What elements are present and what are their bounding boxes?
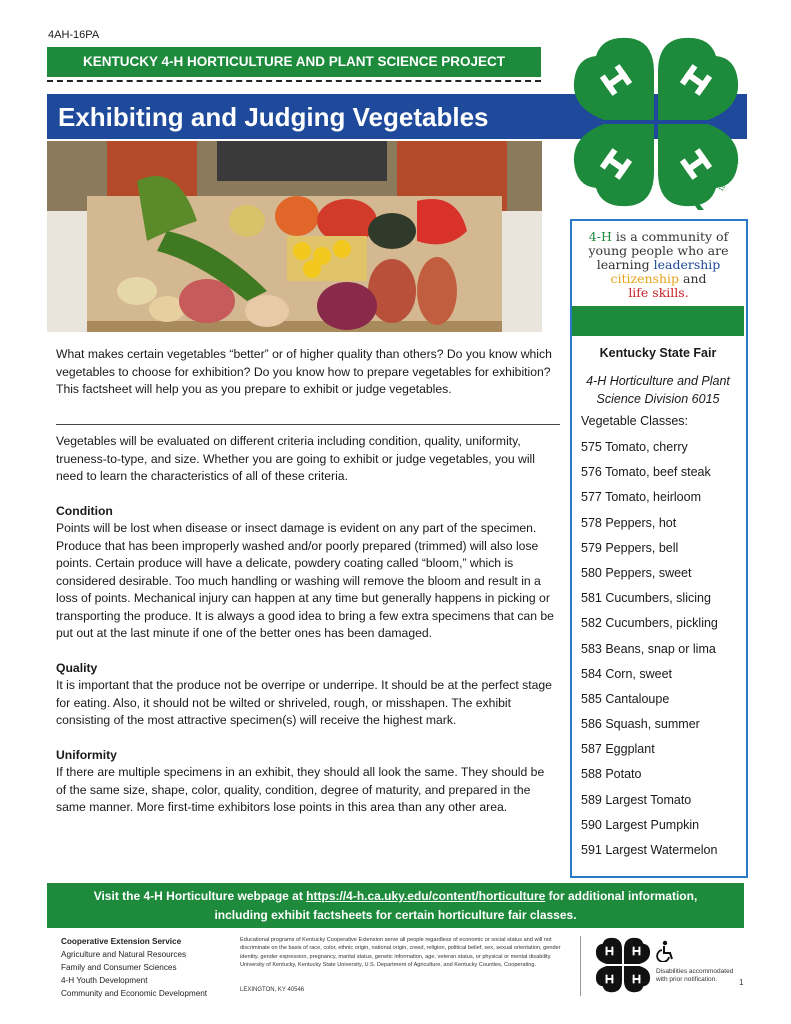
- tagline-4h: 4-H: [588, 229, 612, 244]
- project-banner: KENTUCKY 4-H HORTICULTURE AND PLANT SCIENCE PROJECT: [47, 47, 541, 77]
- vegetable-class-list: [581, 440, 718, 868]
- criteria-section: [56, 433, 556, 817]
- classes-label: Vegetable Classes:: [581, 414, 689, 428]
- logo-tag: 18 USC 707: [717, 158, 742, 193]
- uniformity-heading: Uniformity: [56, 747, 117, 762]
- list-item: 578 Peppers, hot: [581, 515, 677, 530]
- list-item: 589 Largest Tomato: [581, 792, 692, 807]
- criteria-paragraph: Vegetables will be evaluated on different criteria including condition, quality, uniformity, trueness-to-type, and size. Whether you are going to exhibit or judge vegetables, you will need to learn the characteristics of all of these criteria.: [56, 434, 535, 483]
- horticulture-link[interactable]: https://4-h.ca.uky.edu/content/horticulture: [306, 889, 546, 903]
- tagline-community: is a community of young people who are learning: [588, 229, 729, 272]
- dashed-divider: [47, 80, 541, 82]
- list-item: 580 Peppers, sweet: [581, 565, 692, 580]
- list-item: 584 Corn, sweet: [581, 666, 673, 681]
- 4h-clover-small-icon: [594, 936, 652, 994]
- coop-line: 4-H Youth Development: [61, 976, 148, 985]
- list-item: 581 Cucumbers, slicing: [581, 591, 711, 606]
- extension-programs: [61, 935, 207, 1000]
- 4h-tagline: [586, 230, 731, 300]
- condition-paragraph: Points will be lost when disease or insect damage is evident on any part of the specimen. Produce that has been improperly washed and/or poorly prepared (trimmed) will also lose points. Certain produce will have a delicate, powdery coating called “bloom,” which is considered desirable. Too much handling or washing will remove the bloom and result in a loss of points. Mechanical injury can happen at any time but generally happens in picking or transporting the produce. It is always a good idea to bring a few extra specimens that can be put out at the last minute if one of the better ones has been damaged.: [56, 521, 554, 640]
- list-item: 582 Cucumbers, pickling: [581, 616, 718, 631]
- page-title: Exhibiting and Judging Vegetables: [58, 102, 489, 132]
- legal-statement: Educational programs of Kentucky Cooperative Extension serve all people regardless of economic or social status and will not discriminate on the basis of race, color, ethnic origin, national origin, creed, religion, political belief, sex, sexual orientation, gender identity, gender expression, pregnancy, marital status, genetic information, age, veteran status, or physical or mental disability. University of Kentucky, Kentucky State University, U.S. Department of Agriculture, and Kentucky Counties, Cooperating.: [240, 937, 561, 968]
- coop-title: Cooperative Extension Service: [61, 937, 182, 946]
- tagline-leadership: leadership: [653, 257, 721, 272]
- list-item: 575 Tomato, cherry: [581, 440, 688, 454]
- fair-division: 4-H Horticulture and Plant Science Division 6015: [586, 374, 730, 406]
- visit-prefix: Visit the 4-H Horticulture webpage at: [93, 889, 307, 903]
- footer-separator: [580, 936, 581, 996]
- list-item: 591 Largest Watermelon: [581, 843, 718, 857]
- fair-title: Kentucky State Fair: [599, 346, 717, 360]
- list-item: 586 Squash, summer: [581, 717, 700, 732]
- page-number: 1: [739, 978, 744, 987]
- legal-city: LEXINGTON, KY 40546: [240, 987, 305, 993]
- list-item: 579 Peppers, bell: [581, 540, 679, 555]
- list-item: 583 Beans, snap or lima: [581, 641, 716, 656]
- uniformity-paragraph: If there are multiple specimens in an exhibit, they should all look the same. They should be of the same size, shape, color, quality, condition, degree of maturity, and prepared in the same manner. More first-time exhibitors lose points in this area than any other area.: [56, 765, 545, 814]
- visit-line-2: including exhibit factsheets for certain horticulture fair classes.: [214, 908, 577, 922]
- tagline-and: and: [679, 271, 707, 286]
- document-code: 4AH-16PA: [48, 29, 100, 41]
- list-item: 577 Tomato, heirloom: [581, 490, 701, 505]
- intro-paragraph: What makes certain vegetables “better” or of higher quality than others? Do you know which vegetables to choose for exhibition? Do you know how to prepare vegetables for exhibition? This factsheet will help you as you prepare to exhibit or judge vegetables.: [56, 347, 552, 396]
- section-divider: [56, 424, 560, 425]
- coop-line: Agriculture and Natural Resources: [61, 950, 187, 959]
- coop-line: Family and Consumer Sciences: [61, 963, 177, 972]
- tagline-citizenship: citizenship: [610, 271, 680, 286]
- list-item: 590 Largest Pumpkin: [581, 817, 700, 832]
- tagline-life-skills: life skills.: [628, 285, 689, 300]
- list-item: 585 Cantaloupe: [581, 691, 670, 706]
- visit-suffix: for additional information,: [545, 889, 698, 903]
- list-item: 576 Tomato, beef steak: [581, 465, 711, 480]
- list-item: 588 Potato: [581, 767, 642, 782]
- vegetable-crate-photo: [47, 141, 542, 332]
- sidebar-green-band: [572, 306, 744, 336]
- list-item: 587 Eggplant: [581, 742, 655, 757]
- quality-paragraph: It is important that the produce not be overripe or underripe. It should be at the perfect stage for eating. Also, it should not be wilted or shriveled, rough, or misshapen. The exhibit consisting of the most attractive specimen(s) will receive the highest mark.: [56, 678, 552, 727]
- wheelchair-icon: [656, 940, 676, 962]
- quality-heading: Quality: [56, 660, 98, 675]
- condition-heading: Condition: [56, 503, 113, 518]
- disability-notice: Disabilities accommodated with prior notification.: [656, 968, 734, 983]
- footer-banner: [47, 883, 744, 928]
- coop-line: Community and Economic Development: [61, 989, 208, 998]
- 4h-clover-logo: [566, 32, 746, 212]
